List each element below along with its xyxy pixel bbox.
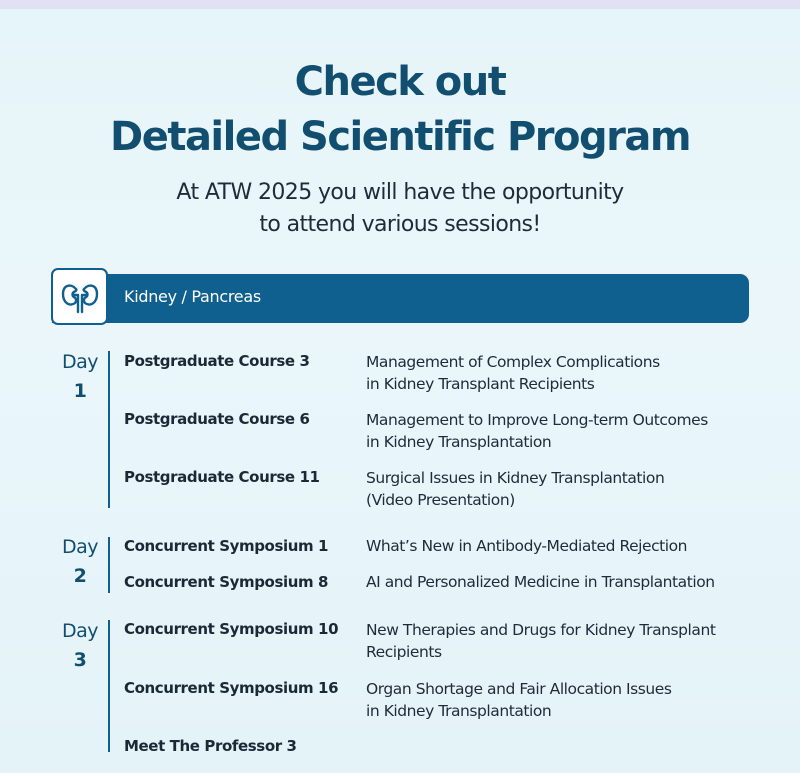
day-number: 1 — [73, 380, 87, 402]
session-name: Concurrent Symposium 10 — [124, 620, 339, 638]
session-name: Concurrent Symposium 16 — [124, 679, 339, 697]
day-3-divider — [108, 620, 110, 752]
kidney-icon — [51, 268, 108, 325]
day-number: 2 — [73, 565, 87, 587]
subtitle-line-1: At ATW 2025 you will have the opportunity — [176, 180, 624, 205]
session-name: Concurrent Symposium 1 — [124, 537, 329, 555]
top-banner-strip — [0, 0, 800, 9]
session-name: Postgraduate Course 11 — [124, 468, 320, 486]
title-line-1: Check out — [294, 59, 506, 105]
session-topic: New Therapies and Drugs for Kidney Transplant Recipients — [366, 621, 716, 661]
day-word: Day — [61, 536, 99, 558]
day-number: 3 — [73, 649, 87, 671]
session-topic: Surgical Issues in Kidney Transplantation (Video Presentation) — [366, 469, 665, 509]
page-subtitle — [0, 177, 800, 241]
session-name: Postgraduate Course 6 — [124, 410, 310, 428]
session-topic: Management to Improve Long-term Outcomes in Kidney Transplantation — [366, 411, 708, 451]
category-label: Kidney / Pancreas — [124, 287, 261, 306]
session-name: Concurrent Symposium 8 — [124, 573, 329, 591]
session-name: Postgraduate Course 3 — [124, 352, 310, 370]
session-topic: AI and Personalized Medicine in Transplantation — [366, 573, 715, 591]
session-topic: Organ Shortage and Fair Allocation Issues in Kidney Transplantation — [366, 680, 672, 720]
day-1-label — [50, 348, 110, 406]
page-title — [0, 55, 800, 165]
session-topic: Management of Complex Complications in Kidney Transplant Recipients — [366, 353, 660, 393]
day-2-label — [50, 533, 110, 591]
day-3-label — [50, 617, 110, 675]
session-topic: What’s New in Antibody-Mediated Rejection — [366, 537, 688, 555]
day-2-divider — [108, 537, 110, 593]
session-name: Meet The Professor 3 — [124, 737, 297, 755]
subtitle-line-2: to attend various sessions! — [259, 212, 541, 237]
day-1-divider — [108, 351, 110, 508]
day-word: Day — [61, 620, 99, 642]
day-word: Day — [61, 351, 99, 373]
title-line-2: Detailed Scientific Program — [109, 114, 691, 160]
